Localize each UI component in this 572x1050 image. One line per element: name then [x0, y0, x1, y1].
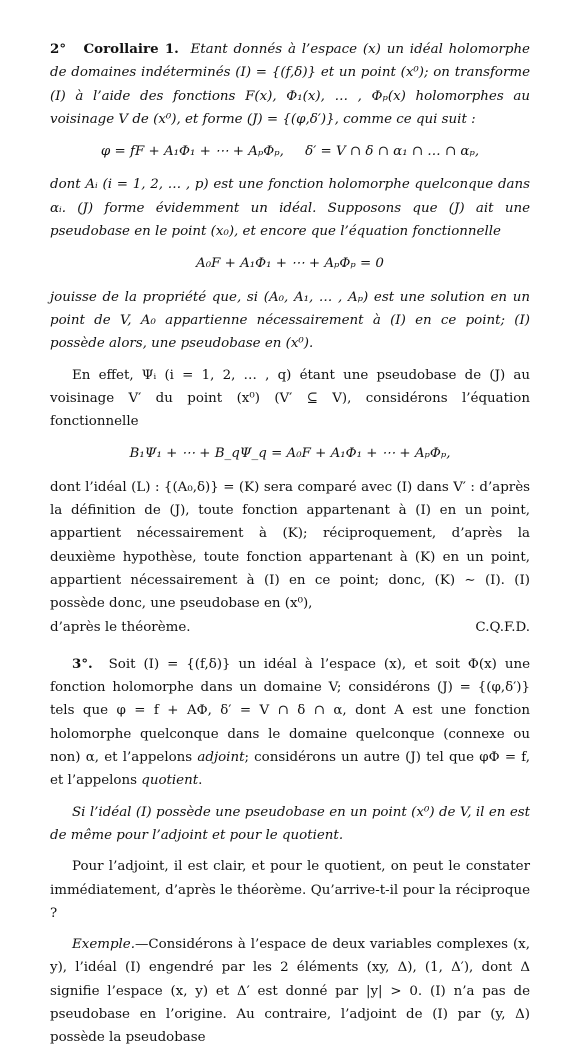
corollaire-number: 2°	[50, 41, 67, 57]
section3-remark: Pour l’adjoint, il est clair, et pour le quotient, on peut le constater immédiatement, d’après le théorème. Qu’arrive-t-il pour la réciproque ?	[50, 859, 530, 921]
qed-mark: C.Q.F.D.	[475, 619, 530, 635]
section3-paragraph	[50, 653, 530, 793]
corollaire-paragraph	[50, 38, 530, 131]
equation-3: B₁Ψ₁ + ⋯ + B_qΨ_q = A₀F + A₁Φ₁ + ⋯ + AₚΦₚ,	[129, 446, 451, 462]
section3-statement: Si l’idéal (I) possède une pseudobase en un point (x⁰) de V, il en est de même pour l’adjoint et pour le quotient.	[50, 804, 530, 843]
proof-paragraph-1: En effet, Ψᵢ (i = 1, 2, … , q) étant une pseudobase de (J) au voisinage V′ du point (x⁰) (V′ ⊆ V), considérons l’équation fonctionnelle	[50, 367, 530, 430]
proof-last-line	[50, 616, 530, 639]
proof-last-text: d’après le théorème.	[50, 619, 191, 635]
proof-paragraph-2: dont l’idéal (L) : {(A₀,δ)} = (K) sera comparé avec (I) dans V′ : d’après la définition de (J), toute fonction appartenant à (I) en un point, appartient nécessairement à (K); réciproquement, d’après la deuxième hypothèse, toute fonction appartenant à (K) en un point, appartient nécessairement à (I) en ce point; donc, (K) ∼ (I). (I) possède donc, une pseudobase en (x⁰),	[50, 479, 530, 612]
corollaire-intro: Etant donnés à l’espace (x) un idéal holomorphe de domaines indéterminés (I) = {(f,δ)} et un point (x⁰); on transforme (I) à l’aide des fonctions F(x), Φ₁(x), … , Φₚ(x) holomorphes au voisinage V de (x⁰), et forme (J) = {(φ,δ′)}, comme ce qui suit :	[50, 42, 530, 127]
example-paragraph	[50, 933, 530, 1049]
adjoint-term: adjoint	[197, 750, 245, 766]
corollaire-middle: dont Aᵢ (i = 1, 2, … , p) est une fonction holomorphe quelconque dans αᵢ. (J) forme évidemment un idéal. Supposons que (J) ait une pseudobase en le point (x₀), et encore que l’équation fonctionnelle	[50, 177, 530, 240]
quotient-term: quotient	[141, 773, 199, 789]
section3-text: Soit (I) = {(f,δ)} un idéal à l’espace (x), et soit Φ(x) une fonction holomorphe dans un domaine V; considérons (J) = {(φ,δ′)} tels que φ = f + AΦ, δ′ = V ∩ δ ∩ α, dont A est une fonction holomorphe quelconque dans le domaine quelconque (connexe ou non) α, et l’appelons	[50, 656, 531, 766]
example-label: Exemple.	[72, 937, 135, 953]
corollaire-conclusion: jouisse de la propriété que, si (A₀, A₁, … , Aₚ) est une solution en un point de V, A₀ appartienne nécessairement à (I) en ce point; (I) possède alors, une pseudobase en (x⁰).	[50, 289, 530, 352]
section3-period: .	[198, 773, 203, 789]
example-text: —Considérons à l’espace de deux variables complexes (x, y), l’idéal (I) engendré par les 2 éléments (xy, Δ), (1, Δ′), dont Δ signifie l’espace (x, y) et Δ′ est donné par |y| > 0. (I) n’a pas de pseudobase en l’origine. Au contraire, l’adjoint de (I) par (y, Δ) possède la pseudobase	[50, 937, 530, 1046]
equation-2: A₀F + A₁Φ₁ + ⋯ + AₚΦₚ = 0	[196, 256, 384, 272]
section3-text-b: ; considérons un autre (J) tel que φΦ = f, et l’appelons	[50, 750, 531, 789]
corollaire-title: Corollaire 1.	[83, 41, 179, 57]
section3-number: 3°.	[72, 655, 93, 672]
equation-1: φ = fF + A₁Φ₁ + ⋯ + AₚΦₚ, δ′ = V ∩ δ ∩ α₁ ∩ … ∩ αₚ,	[100, 144, 480, 160]
